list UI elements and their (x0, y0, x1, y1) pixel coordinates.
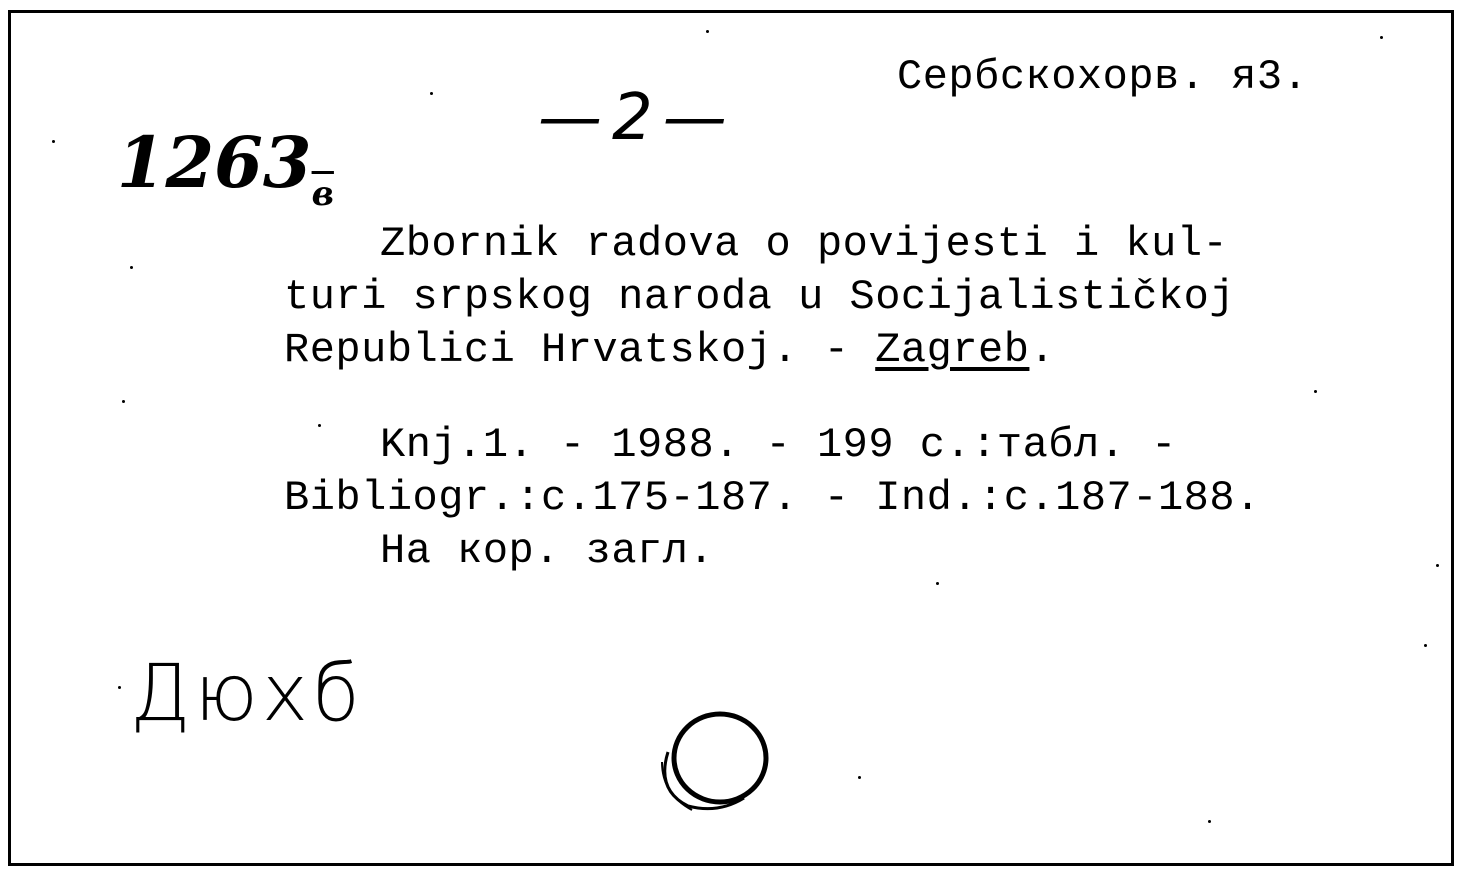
page-marker: —2— (538, 81, 737, 155)
speck (130, 266, 133, 269)
description-line-1: Knj.1. - 1988. - 199 с.:табл. - (380, 421, 1177, 469)
call-number-digits: 1263 (116, 121, 312, 204)
stamp-circle-icon (648, 702, 778, 814)
speck (118, 686, 121, 689)
library-sigla: Дюхб (130, 649, 364, 739)
call-number (68, 58, 334, 214)
entry-line-1: Zbornik radova o povijesti i kul- (380, 220, 1229, 268)
description-line-2: Bibliogr.:c.175-187. - Ind.:c.187-188. (284, 474, 1261, 522)
publication-city: Zagreb (875, 326, 1030, 374)
call-number-suffix: в (311, 174, 334, 214)
speck (122, 400, 125, 403)
entry-line-3-text: Republici Hrvatskoj. - (284, 326, 876, 374)
speck (936, 582, 939, 585)
speck (52, 140, 55, 143)
entry-line-2: turi srpskog naroda u Socijalističkoj (284, 273, 1236, 321)
speck (1314, 390, 1317, 393)
description-line-3: На кор. загл. (380, 527, 715, 575)
speck (858, 776, 861, 779)
speck (1380, 36, 1383, 39)
speck (1208, 820, 1211, 823)
speck (318, 424, 321, 427)
speck (1424, 644, 1427, 647)
speck (430, 92, 433, 95)
city-punctuation: . (1029, 326, 1056, 374)
speck (706, 30, 709, 33)
shelfmark: Сербскохорв. я3. (897, 53, 1309, 101)
entry-line-3 (284, 326, 1056, 374)
speck (1436, 564, 1439, 567)
